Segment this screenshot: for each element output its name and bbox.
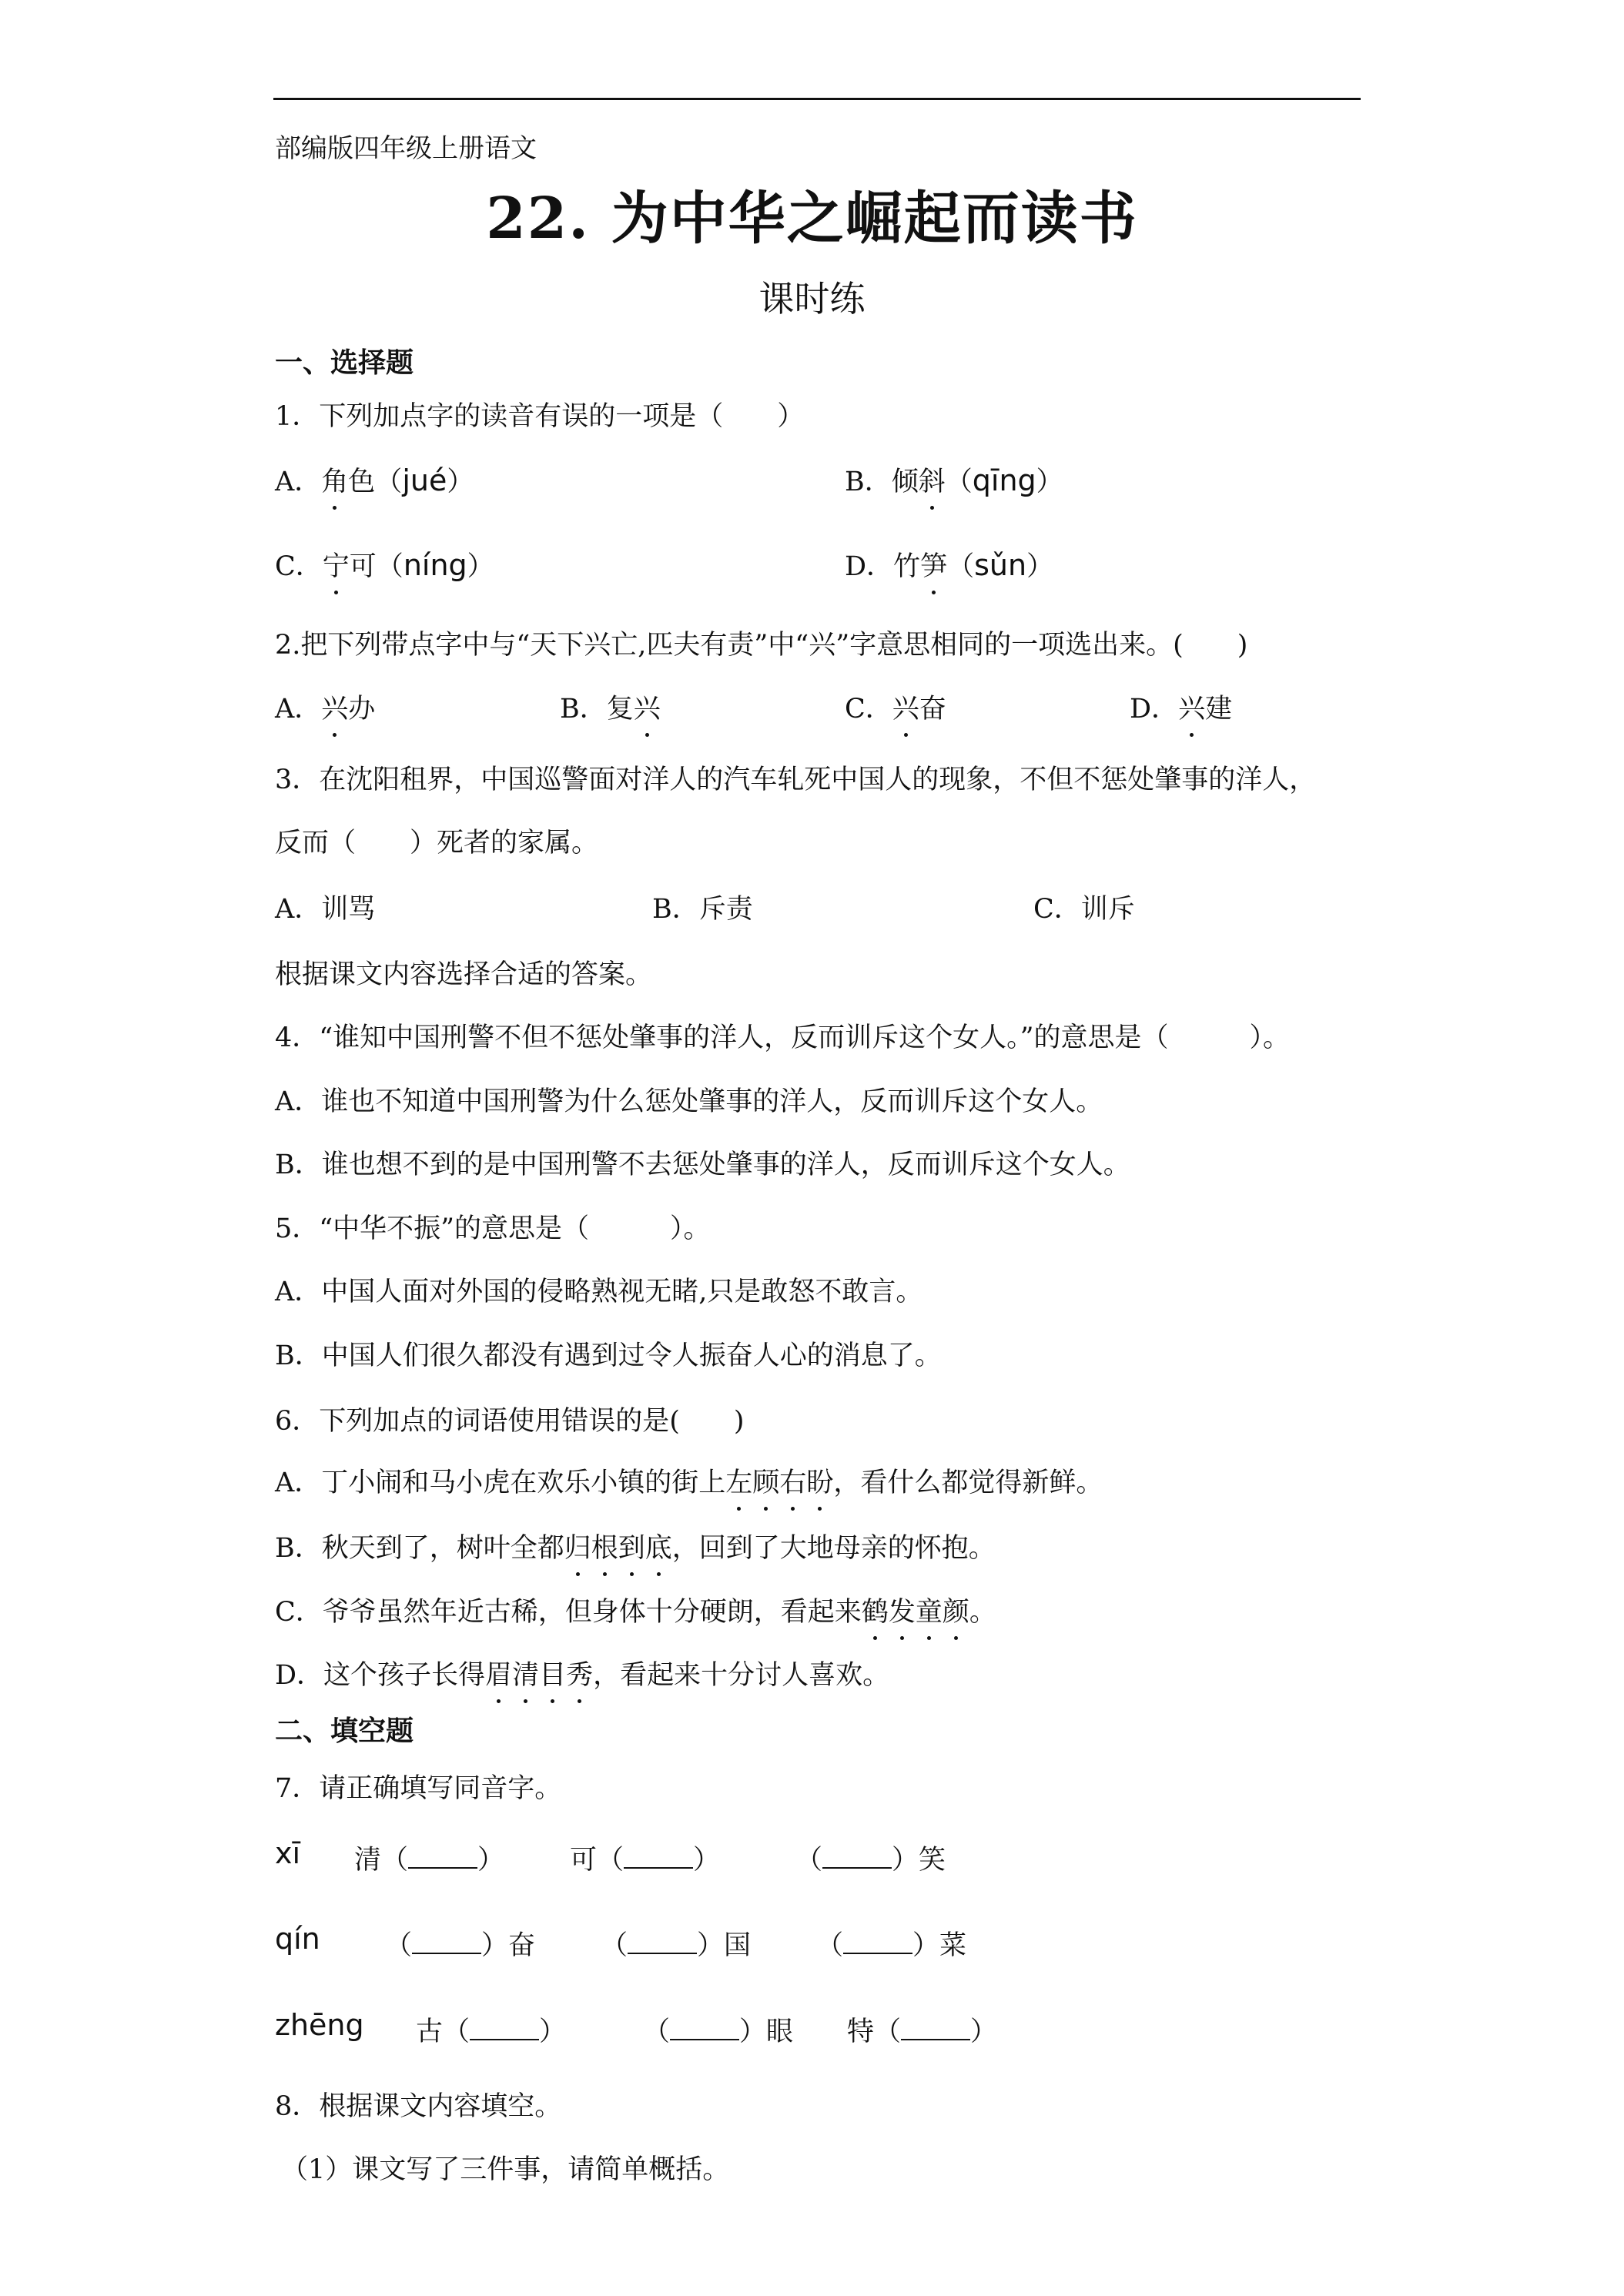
answer-blank[interactable] xyxy=(901,2017,970,2040)
q7-row1-item2: 可（ ） xyxy=(570,1845,721,1876)
q2-option-c: C．兴奋 xyxy=(845,688,946,726)
q7-row1-item3: （ ）笑 xyxy=(795,1845,946,1876)
q5-option-b: B．中国人们很久都没有遇到过令人振奋人心的消息了。 xyxy=(275,1340,942,1371)
dotted-word xyxy=(862,1597,969,1628)
q6-option-a: A．丁小闹和马小虎在欢乐小镇的街上左顾右盼，看什么都觉得新鲜。 xyxy=(275,1461,1103,1500)
page-title: 22. 为中华之崛起而读书 xyxy=(486,186,1138,252)
dotted-char: 归 xyxy=(564,1527,591,1565)
instruction-note: 根据课文内容选择合适的答案。 xyxy=(275,959,653,990)
dotted-char: 根 xyxy=(591,1527,618,1565)
q4-stem: 4．“谁知中国刑警不但不惩处肇事的洋人，反而训斥这个女人。”的意思是（ ）。 xyxy=(275,1022,1291,1053)
dotted-word xyxy=(725,1468,833,1498)
page-subtitle: 课时练 xyxy=(758,278,866,320)
q7-row2-item2: （ ）国 xyxy=(601,1930,752,1961)
q5-option-a: A．中国人面对外国的侵略熟视无睹,只是敢怒不敢言。 xyxy=(275,1277,923,1307)
q7-row1-pinyin: xī xyxy=(275,1836,301,1870)
q4-option-a: A．谁也不知道中国刑警为什么惩处肇事的洋人，反而训斥这个女人。 xyxy=(275,1086,1103,1117)
subject-header: 部编版四年级上册语文 xyxy=(275,133,537,164)
q7-row3-item3: 特（ ） xyxy=(847,2017,998,2047)
dotted-word xyxy=(485,1660,593,1691)
q7-row3-pinyin: zhēng xyxy=(275,2008,364,2042)
q7-row1-item1: 清（ ） xyxy=(354,1845,505,1876)
q2-option-a: A．兴办 xyxy=(275,688,375,726)
answer-blank[interactable] xyxy=(822,1846,892,1869)
dotted-char: 目 xyxy=(539,1654,566,1692)
section-heading-fill: 二、填空题 xyxy=(275,1715,414,1747)
q2-stem: 2.把下列带点字中与“天下兴亡,匹夫有责”中“兴”字意思相同的一项选出来。( ) xyxy=(275,630,1248,661)
dotted-char: 发 xyxy=(889,1591,916,1629)
q8-stem: 8．根据课文内容填空。 xyxy=(275,2091,562,2122)
q3-option-b: B．斥责 xyxy=(652,894,753,925)
dotted-char: 到 xyxy=(618,1527,645,1565)
answer-blank[interactable] xyxy=(843,1931,912,1954)
dotted-char: 秀 xyxy=(566,1654,593,1692)
q1-option-d: D．竹笋（sǔn） xyxy=(845,545,1053,584)
dotted-char: 顾 xyxy=(752,1461,779,1500)
dotted-char: 眉 xyxy=(485,1654,512,1692)
answer-blank[interactable] xyxy=(624,1846,693,1869)
q6-stem: 6．下列加点的词语使用错误的是( ) xyxy=(275,1406,745,1437)
q5-stem: 5．“中华不振”的意思是（ ）。 xyxy=(275,1213,711,1244)
q1-option-c: C．宁可（níng） xyxy=(275,545,494,584)
q6-option-c: C．爷爷虽然年近古稀，但身体十分硬朗，看起来鹤发童颜。 xyxy=(275,1591,996,1629)
q3-option-a: A．训骂 xyxy=(275,894,376,925)
dotted-word xyxy=(564,1533,672,1564)
q2-option-d: D．兴建 xyxy=(1130,688,1232,726)
q8-subquestion-1: （1）课文写了三件事，请简单概括。 xyxy=(281,2154,730,2185)
answer-blank[interactable] xyxy=(412,1931,481,1954)
answer-blank[interactable] xyxy=(670,2017,739,2040)
q6-option-d: D．这个孩子长得眉清目秀，看起来十分讨人喜欢。 xyxy=(275,1654,889,1692)
q1-option-a: A．角色（jué） xyxy=(275,460,474,499)
q4-option-b: B．谁也想不到的是中国刑警不去惩处肇事的洋人，反而训斥这个女人。 xyxy=(275,1150,1130,1180)
q7-row3-item1: 古（ ） xyxy=(416,2017,567,2047)
dotted-char: 底 xyxy=(645,1527,672,1565)
dotted-char: 清 xyxy=(512,1654,539,1692)
section-heading-choice: 一、选择题 xyxy=(275,346,414,379)
dotted-char: 盼 xyxy=(806,1461,833,1500)
q1-stem: 1．下列加点字的读音有误的一项是（ ） xyxy=(275,401,805,432)
q3-option-c: C．训斥 xyxy=(1033,894,1135,925)
dotted-char: 鹤 xyxy=(862,1591,889,1629)
q7-stem: 7．请正确填写同音字。 xyxy=(275,1773,562,1804)
q7-row2-item1: （ ）奋 xyxy=(385,1930,536,1961)
q3-stem-line1: 3．在沈阳租界，中国巡警面对洋人的汽车轧死中国人的现象，不但不惩处肇事的洋人， xyxy=(275,765,1317,795)
q2-option-b: B．复兴 xyxy=(560,688,661,726)
dotted-char: 颜 xyxy=(943,1591,969,1629)
q6-option-b: B．秋天到了，树叶全都归根到底，回到了大地母亲的怀抱。 xyxy=(275,1527,996,1565)
q1-option-b: B．倾斜（qīng） xyxy=(845,460,1063,499)
dotted-char: 童 xyxy=(916,1591,943,1629)
answer-blank[interactable] xyxy=(470,2017,539,2040)
answer-blank[interactable] xyxy=(408,1846,477,1869)
dotted-char: 右 xyxy=(779,1461,806,1500)
dotted-char: 左 xyxy=(725,1461,752,1500)
q3-stem-line2: 反而（ ）死者的家属。 xyxy=(275,828,599,858)
q7-row3-item2: （ ）眼 xyxy=(643,2017,794,2047)
top-rule xyxy=(273,98,1361,100)
q7-row2-pinyin: qín xyxy=(275,1922,320,1956)
q7-row2-item3: （ ）菜 xyxy=(816,1930,967,1961)
answer-blank[interactable] xyxy=(628,1931,697,1954)
